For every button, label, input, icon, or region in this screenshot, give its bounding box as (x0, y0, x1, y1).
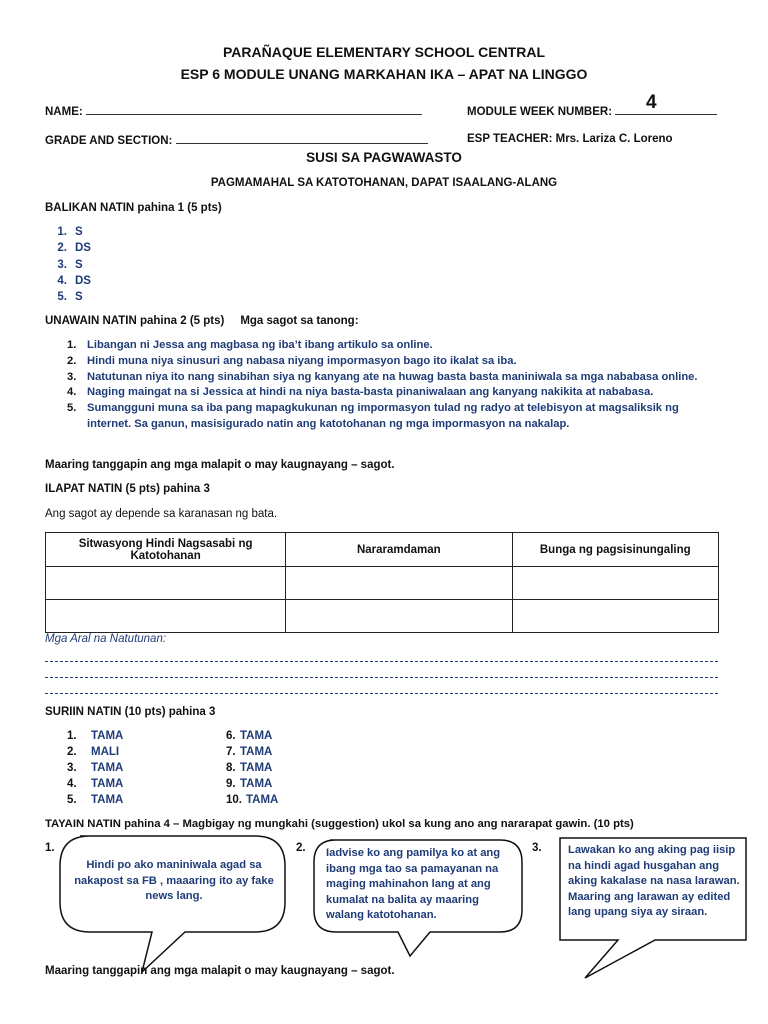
unawain-note: Maaring tanggapin ang mga malapit o may kaugnayang – sagot. (45, 459, 395, 471)
bubble-3-text: Lawakan ko ang aking pag iisip na hindi agad husgahan ang aking kakalase na nasa larawan. Maaring ang larawan ay edited lang upang siya ay siraan. (568, 844, 740, 918)
tayain-heading: TAYAIN NATIN pahina 4 – Magbigay ng mungkahi (suggestion) ukol sa kung ano ang nararapat gawin. (10 pts) (45, 818, 634, 830)
list-item: 7. TAMA (226, 746, 273, 758)
column-header: Sitwasyong Hindi Nagsasabi ng Katotohanan (46, 533, 286, 567)
list-item: 10. TAMA (226, 794, 279, 806)
ilapat-table (45, 532, 719, 633)
table-cell[interactable] (512, 600, 719, 633)
table-cell[interactable] (46, 600, 286, 633)
list-item: 1. Libangan ni Jessa ang magbasa ng iba’t ibang artikulo sa online. (67, 339, 433, 351)
table-cell[interactable] (512, 567, 719, 600)
aral-line[interactable] (45, 693, 718, 694)
bubble-1-number: 1. (45, 842, 55, 854)
module-week-line (615, 104, 717, 115)
table-header-row (46, 533, 719, 567)
list-item: 3. TAMA (67, 762, 124, 774)
school-title: PARAÑAQUE ELEMENTARY SCHOOL CENTRAL (222, 44, 545, 60)
aral-label: Mga Aral na Natutunan: (45, 633, 167, 645)
table-cell[interactable] (46, 567, 286, 600)
list-item: 5. Sumangguni muna sa iba pang mapagkukunan ng impormasyon tulad ng radyo at telebisyon at magsaliksik ng internet. Sa ganun, masisigurado natin ang katotohanan ng mga impormasyon na nakalap. (67, 402, 679, 430)
bubble-2-number: 2. (296, 842, 306, 854)
list-item: 2. DS (57, 242, 91, 255)
list-item: 4. DS (57, 274, 91, 287)
balikan-answer-list (45, 224, 91, 305)
ilapat-note: Ang sagot ay depende sa karanasan ng bata. (45, 508, 278, 520)
list-item: 5. TAMA (67, 794, 124, 806)
module-title: ESP 6 MODULE UNANG MARKAHAN IKA – APAT NA LINGGO (180, 66, 588, 82)
list-item: 1. TAMA (67, 730, 124, 742)
column-header: Nararamdaman (286, 533, 512, 567)
list-item: 4. Naging maingat na si Jessica at hindi na niya basta-basta pinaniwalaan ang kanyang nakikita at nababasa. (67, 386, 654, 399)
teacher-label: ESP TEACHER: Mrs. Lariza C. Loreno (467, 133, 673, 145)
lesson-subtitle: PAGMAMAHAL SA KATOTOHANAN, DAPAT ISAALANG-ALANG (210, 177, 558, 189)
tayain-note: Maaring tanggapin ang mga malapit o may kaugnayang – sagot. (45, 965, 395, 977)
balikan-heading: BALIKAN NATIN pahina 1 (5 pts) (45, 202, 222, 214)
list-item: 2. MALI (67, 746, 120, 758)
table-row (46, 567, 719, 600)
list-item: 3. S (57, 258, 83, 271)
grade-section-line (176, 133, 428, 144)
unawain-heading: UNAWAIN NATIN pahina 2 (5 pts) Mga sagot sa tanong: (45, 315, 359, 327)
module-week-field[interactable] (467, 104, 717, 118)
module-week-label: MODULE WEEK NUMBER: (467, 106, 613, 118)
list-item: 4. TAMA (67, 778, 124, 790)
name-label: NAME: (45, 106, 83, 118)
table-row (46, 600, 719, 633)
list-item: 8. TAMA (226, 762, 273, 774)
list-item: 1. S (57, 226, 83, 238)
list-item: 5. S (57, 291, 83, 304)
list-item: 6. TAMA (226, 730, 273, 742)
bubble-1-text: Hindi po ako maniniwala agad sa nakapost sa FB , maaaring ito ay fake news lang. (74, 859, 274, 902)
column-header: Bunga ng pagsisinungaling (512, 533, 719, 567)
aral-line[interactable] (45, 661, 718, 662)
grade-section-field[interactable] (45, 133, 428, 147)
bubble-2-text: Iadvise ko ang pamilya ko at ang ibang mga tao sa pamayanan na maging mahinahon lang at ang kumalat na balita ay maaring walang katotohanan. (326, 847, 501, 921)
table-cell[interactable] (286, 567, 512, 600)
unawain-answer-list (45, 338, 725, 433)
name-line (86, 104, 422, 115)
ilapat-heading: ILAPAT NATIN (5 pts) pahina 3 (45, 483, 210, 495)
answer-key-title: SUSI SA PAGWAWASTO (306, 150, 462, 165)
list-item: 3. Natutunan niya ito nang sinabihan siya ng kanyang ate na huwag basta basta maniniwala sa mga nababasa online. (67, 370, 698, 383)
list-item: 2. Hindi muna niya sinusuri ang nabasa niyang impormasyon bago ito ikalat sa iba. (67, 354, 517, 367)
name-field[interactable] (45, 104, 422, 118)
grade-section-label: GRADE AND SECTION: (45, 135, 173, 147)
module-week-value: 4 (646, 92, 657, 113)
suriin-left-column (67, 730, 123, 810)
suriin-heading: SURIIN NATIN (10 pts) pahina 3 (45, 706, 216, 718)
suriin-right-column (226, 730, 278, 810)
table-cell[interactable] (286, 600, 512, 633)
list-item: 9. TAMA (226, 778, 273, 790)
aral-line[interactable] (45, 677, 718, 678)
bubble-3-number: 3. (532, 842, 542, 854)
